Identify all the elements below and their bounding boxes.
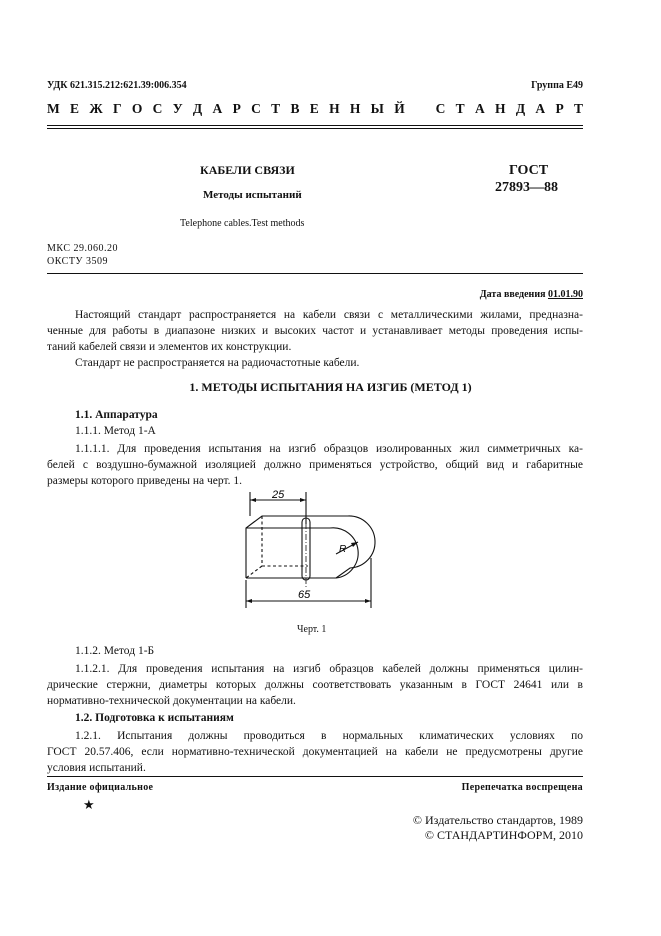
- intro-line-2: ченные для работы в диапазоне низких и высоких частот и устанавливает методы проведения испы-: [47, 325, 583, 337]
- mks-code: МКС 29.060.20: [47, 243, 118, 254]
- paragraph-1-1-1-1-line-2: белей с воздушно-бумажной изоляцией должно применяться устройство, общий вид и габаритные: [47, 459, 583, 471]
- figure-1-caption: Черт. 1: [297, 624, 327, 635]
- intro-paragraph: [47, 307, 583, 355]
- copyright-1989: © Издательство стандартов, 1989: [412, 813, 583, 827]
- intro-line-1: Настоящий стандарт распространяется на кабели связи с металлическими жилами, предназна-: [75, 309, 583, 321]
- introduction-date-label: Дата введения: [479, 289, 546, 300]
- english-title: Telephone cables.Test methods: [180, 218, 305, 229]
- paragraph-1-1-1-1: [47, 441, 583, 489]
- figure-1-drawing: [230, 488, 400, 613]
- scope-note: [47, 355, 583, 371]
- gost-number: 27893—88: [495, 180, 558, 195]
- intro-line-3: таний кабелей связи и элементов их конструкции.: [47, 341, 292, 353]
- okstu-code: ОКСТУ 3509: [47, 256, 109, 267]
- gost-label: ГОСТ: [509, 163, 549, 178]
- block-outline: [246, 516, 348, 578]
- official-edition: Издание официальное: [47, 782, 154, 793]
- paragraph-1-1-2-1-line-3: нормативно-технической документации на кабели.: [47, 695, 296, 707]
- dim-25-label: 25: [272, 489, 285, 501]
- paragraph-1-1-2-1-line-2: дрические стержни, диаметры которых должны соответствовать указанным в ГОСТ 24641 или в: [47, 679, 583, 691]
- paragraph-1-1-1-1-line-3: размеры которого приведены на черт. 1.: [47, 475, 242, 487]
- document-title: КАБЕЛИ СВЯЗИ: [200, 163, 295, 177]
- introduction-date-value: 01.01.90: [548, 289, 583, 300]
- paragraph-1-1-1-1-line-1: 1.1.1.1. Для проведения испытания на изгиб образцов изолированных жил симметричных ка-: [75, 443, 583, 455]
- method-1b-heading: 1.1.2. Метод 1-Б: [75, 645, 155, 657]
- copyright-2010: © СТАНДАРТИНФОРМ, 2010: [424, 828, 583, 842]
- banner-rule-bottom: [47, 128, 583, 129]
- section-1-heading: 1. МЕТОДЫ ИСПЫТАНИЯ НА ИЗГИБ (МЕТОД 1): [189, 380, 472, 394]
- hidden-edge-diagonal: [246, 566, 262, 578]
- paragraph-1-2-1-line-2: ГОСТ 20.57.406, если нормативно-технической документацией на кабели не предусмотрены другие: [47, 746, 583, 758]
- codes-rule: [47, 273, 583, 274]
- document-subtitle: Методы испытаний: [203, 189, 302, 201]
- banner-rule-top: [47, 125, 583, 126]
- reprint-prohibited: Перепечатка воспрещена: [461, 782, 583, 793]
- scope-note-text: Стандарт не распространяется на радиочастотные кабели.: [75, 357, 360, 369]
- radius-label: R: [339, 544, 347, 555]
- subsection-1-1-heading: 1.1. Аппаратура: [75, 409, 158, 421]
- paragraph-1-1-2-1-line-1: 1.1.2.1. Для проведения испытания на изгиб образцов кабелей должны применяться цилин-: [75, 663, 583, 675]
- paragraph-1-2-1-line-3: условия испытаний.: [47, 762, 146, 774]
- paragraph-1-1-2-1: [47, 661, 583, 709]
- standard-banner: М Е Ж Г О С У Д А Р С Т В Е Н Н Ы Й С Т А Н Д А Р Т: [47, 101, 583, 116]
- dim-65-label: 65: [298, 589, 311, 601]
- subsection-1-2-heading: 1.2. Подготовка к испытаниям: [75, 712, 234, 724]
- udk-code: УДК 621.315.212:621.39:006.354: [47, 80, 187, 91]
- paragraph-1-2-1: [47, 728, 583, 776]
- footer-rule: [47, 776, 583, 777]
- star-icon: ★: [83, 797, 95, 812]
- introduction-date: [480, 289, 583, 300]
- method-1a-heading: 1.1.1. Метод 1-А: [75, 425, 156, 437]
- paragraph-1-2-1-line-1: 1.2.1. Испытания должны проводиться в нормальных климатических условиях по: [75, 730, 583, 742]
- group-code: Группа Е49: [531, 80, 583, 91]
